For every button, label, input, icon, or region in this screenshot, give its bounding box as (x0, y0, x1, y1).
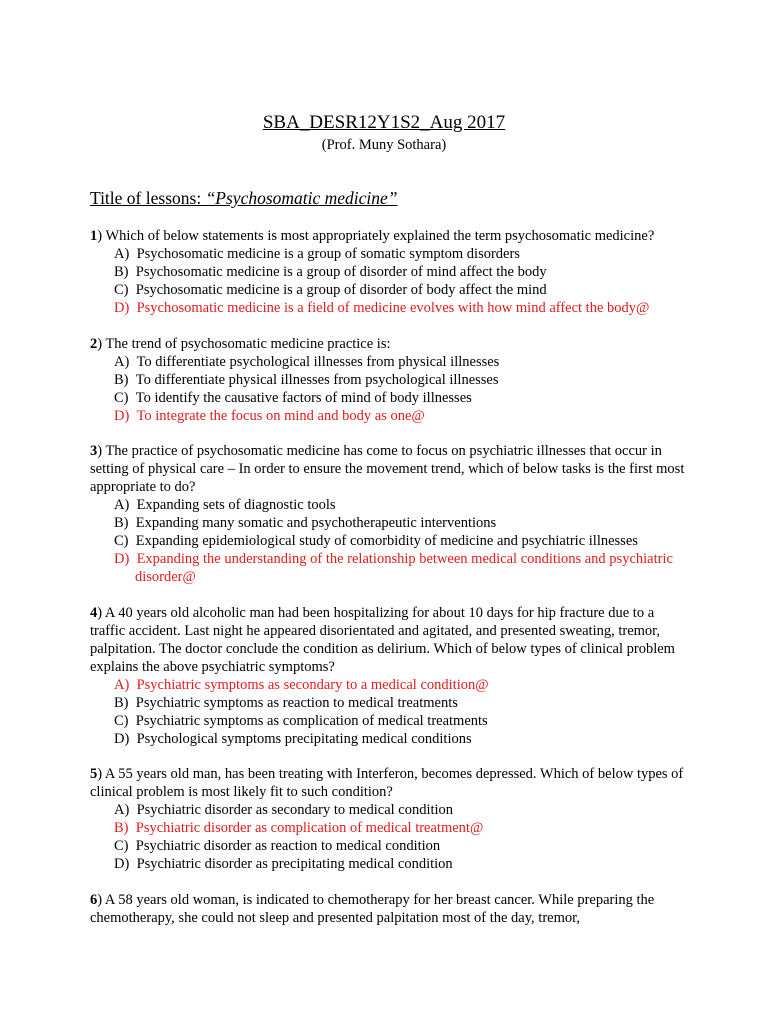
correct-answer-option (90, 819, 690, 837)
answer-option (90, 801, 690, 819)
option-text: Psychosomatic medicine is a field of medicine evolves with how mind affect the body@ (136, 300, 650, 316)
question-number: 3 (90, 443, 98, 459)
question-number: 1 (90, 228, 98, 244)
option-label: D) (114, 407, 130, 424)
document-title: SBA_DESR12Y1S2_Aug 2017 (262, 112, 506, 133)
question-text: ) A 58 years old woman, is indicated to chemotherapy for her breast cancer. While preparing the chemotherapy, she could not sleep and presented palpitation most of the day, tremor, (90, 891, 655, 926)
question-stem (90, 227, 690, 245)
option-label: D) (114, 551, 130, 567)
question-stem (90, 765, 690, 801)
option-label: C) (114, 282, 129, 298)
option-text: Expanding sets of diagnostic tools (136, 497, 336, 513)
question-3 (90, 442, 690, 586)
option-text: Psychiatric symptoms as complication of medical treatments (135, 712, 488, 729)
option-text: Psychiatric symptoms as reaction to medical treatments (135, 694, 458, 711)
question-stem (90, 442, 690, 496)
option-label: C) (114, 838, 129, 854)
question-1 (90, 227, 690, 317)
answer-option (90, 281, 690, 299)
option-label: B) (114, 264, 129, 280)
option-label: A) (114, 246, 130, 262)
option-text: Expanding epidemiological study of comorbidity of medicine and psychiatric illnesses (135, 533, 638, 549)
option-text: To differentiate physical illnesses from psychological illnesses (135, 371, 499, 388)
option-label: B) (114, 371, 129, 388)
question-stem (90, 604, 690, 676)
lesson-title (90, 188, 398, 209)
option-label: C) (114, 712, 129, 729)
option-label: A) (114, 802, 130, 818)
option-text: Psychiatric symptoms as secondary to a medical condition@ (136, 676, 489, 693)
option-label: A) (114, 353, 130, 370)
question-5 (90, 765, 690, 873)
option-text: Psychosomatic medicine is a group of disorder of mind affect the body (135, 264, 547, 280)
answer-option (90, 353, 690, 371)
answer-option (90, 371, 690, 389)
answer-option (90, 263, 690, 281)
option-text: Psychosomatic medicine is a group of disorder of body affect the mind (135, 282, 547, 298)
option-label: A) (114, 676, 130, 693)
option-label: A) (114, 497, 130, 513)
correct-answer-option (90, 550, 690, 586)
correct-answer-option (90, 299, 690, 317)
answer-option (90, 496, 690, 514)
option-text: Expanding the understanding of the relationship between medical conditions and psychiatric disorder@ (135, 551, 673, 585)
correct-answer-option (90, 676, 690, 694)
option-list (90, 801, 690, 873)
option-text: Psychiatric disorder as reaction to medical condition (135, 838, 441, 854)
correct-answer-option (90, 407, 690, 425)
question-text: ) The practice of psychosomatic medicine has come to focus on psychiatric illnesses that occur in setting of physical care – In order to ensure the movement trend, which of below tasks is the first most appropriate to do? (90, 443, 685, 495)
answer-option (90, 712, 690, 730)
option-label: D) (114, 300, 130, 316)
option-label: B) (114, 820, 129, 836)
option-text: Psychiatric disorder as secondary to medical condition (136, 802, 454, 818)
option-text: To differentiate psychological illnesses from physical illnesses (136, 353, 500, 370)
lesson-label: Title of lessons: (90, 188, 206, 208)
question-text: ) The trend of psychosomatic medicine practice is: (97, 335, 391, 352)
question-4 (90, 604, 690, 748)
question-list (90, 227, 690, 944)
option-list (90, 353, 690, 425)
answer-option (90, 837, 690, 855)
option-label: D) (114, 856, 130, 872)
option-list (90, 496, 690, 586)
lesson-name: “Psychosomatic medicine” (205, 188, 398, 208)
option-text: To integrate the focus on mind and body as one@ (136, 407, 425, 424)
option-label: B) (114, 515, 129, 531)
question-text: ) Which of below statements is most appropriately explained the term psychosomatic medicine? (97, 228, 655, 244)
document-subtitle: (Prof. Muny Sothara) (321, 137, 447, 153)
question-text: ) A 40 years old alcoholic man had been hospitalizing for about 10 days for hip fracture due to a traffic accident. Last night he appeared disorientated and agitated, and presented sweating, tremor, palpitation. The doctor conclude the condition as delirium. Which of below types of clinical problem explains the above psychiatric symptoms? (90, 604, 675, 675)
option-label: B) (114, 694, 129, 711)
answer-option (90, 245, 690, 263)
option-text: Psychosomatic medicine is a group of somatic symptom disorders (136, 246, 520, 262)
option-list (90, 245, 690, 317)
answer-option (90, 514, 690, 532)
answer-option (90, 532, 690, 550)
answer-option (90, 389, 690, 407)
option-text: Expanding many somatic and psychotherapeutic interventions (135, 515, 497, 531)
option-text: Psychiatric disorder as complication of medical treatment@ (135, 820, 484, 836)
option-label: C) (114, 533, 129, 549)
question-number: 5 (90, 766, 98, 782)
answer-option (90, 730, 690, 748)
question-number: 6 (90, 891, 98, 908)
option-label: D) (114, 730, 130, 747)
question-number: 2 (90, 335, 98, 352)
answer-option (90, 855, 690, 873)
option-list (90, 676, 690, 748)
option-text: Psychological symptoms precipitating medical conditions (136, 730, 472, 747)
question-stem (90, 891, 690, 927)
answer-option (90, 694, 690, 712)
question-text: ) A 55 years old man, has been treating with Interferon, becomes depressed. Which of below types of clinical problem is most likely fit to such condition? (90, 766, 684, 800)
option-label: C) (114, 389, 129, 406)
question-6 (90, 891, 690, 927)
question-stem (90, 335, 690, 353)
option-text: Psychiatric disorder as precipitating medical condition (136, 856, 453, 872)
option-text: To identify the causative factors of mind of body illnesses (135, 389, 472, 406)
question-number: 4 (90, 604, 98, 621)
question-2 (90, 335, 690, 425)
